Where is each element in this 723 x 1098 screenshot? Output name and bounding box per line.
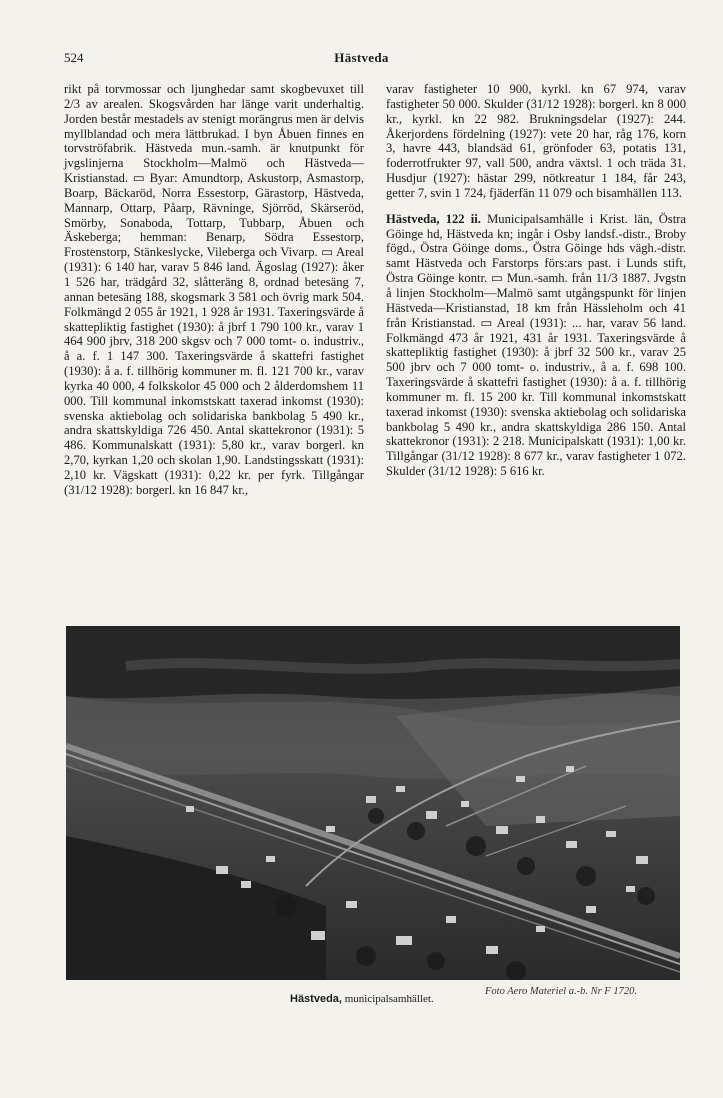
entry-heading: Hästveda, 122 ii.	[386, 211, 481, 226]
aerial-photo-drawing	[66, 626, 680, 980]
caption-place: Hästveda,	[290, 993, 342, 1005]
caption-text: municipalsamhället.	[341, 993, 434, 1005]
entry-body: Municipalsamhälle i Krist. län, Östra Göinge hd, Hästveda kn; ingår i Osby landsf.-distr., Broby fögd., Östra Göinge doms., Östra Göinge hds vägh.-distr. samt Hästveda och Farstorps förs:ars past. i Lunds stift, Östra Göinge kontr. ▭ Mun.-samh. från 11/3 1887. Jvgstn å linjen Stockholm—Malmö samt utgångspunkt för linjen Hästveda—Kristianstad, 18 km från Hässleholm och 41 från Kristianstad. ▭ Areal (1931): ... har, varav 56 land. Folkmängd 473 år 1921, 431 år 1931. Taxeringsvärde å skattepliktig fastighet (1930): å jbrf 32 500 kr., varav 25 500 jbrv och 7 000 tomt- o. industriv., å a. f. 698 100. Taxeringsvärde å skattefri fastighet (1930): å a. f. tillhörig kommuner m. fl. 15 200 kr. Till kommunal inkomstskatt taxerad inkomst (1930): svenska aktiebolag och solidariska bankbolag 5 490 kr., andra skattskyldiga 286 150. Antal skattekronor (1931): 2 218. Municipalskatt (1931): 1,00 kr. Tillgångar (31/12 1928): 8 677 kr., varav fastigheter 1 072. Skulder (31/12 1928): 5 616 kr.	[386, 211, 686, 479]
aerial-photograph	[66, 626, 680, 980]
left-column	[64, 82, 364, 498]
right-column	[386, 82, 686, 479]
hastveda-entry	[386, 212, 686, 479]
running-head: Hästveda	[334, 50, 389, 65]
photo-credit: Foto Aero Materiel a.-b. Nr F 1720.	[485, 986, 637, 997]
photo-caption	[290, 993, 434, 1005]
right-column-paragraph-1: varav fastigheter 10 900, kyrkl. kn 67 974, varav fastigheter 50 000. Skulder (31/12 1928): borgerl. kn 8 000 kr., kyrkl. kn 22 982. Brukningsdelar (1927): 244. Åkerjordens fördelning (1927): vete 20 har, råg 176, korn 3, havre 443, blandsäd 61, grönfoder 63, potatis 131, foderrotfrukter 97, vall 500, andra växtsl. 1 och träda 31. Husdjur (1927): hästar 299, nötkreatur 1 184, får 243, getter 7, svin 1 724, fjäderfän 11 079 och bisamhällen 113.	[386, 82, 686, 200]
page-number: 524	[64, 50, 84, 65]
left-column-text: rikt på torvmossar och ljunghedar samt skogbevuxet till 2/3 av arealen. Skogsvården har länge varit underhaltig. Jorden består mestadels av stenigt morängrus men är delvis myllblandad och mera lättbrukad. I byn Åbuen finnes en torvströfabrik. Hästveda mun.-samh. är knutpunkt för jvgslinjerna Stockholm—Malmö och Hästveda—Kristianstad. ▭ Byar: Amundtorp, Askustorp, Asmastorp, Boarp, Bäckaröd, Norra Essestorp, Gärastorp, Hästveda, Mannarp, Ottarp, Påarp, Rävninge, Sjörröd, Skärseröd, Smörby, Sonaboda, Tottarp, Tubbarp, Åbuen och Äskeberga; hemman: Benarp, Södra Essestorp, Frostenstorp, Stänkeslycke, Vileberga och Vivarp. ▭ Areal (1931): 6 140 har, varav 5 846 land. Ägoslag (1927): åker 1 526 har, trädgård 32, slåtteräng 8, ordnad betesäng 7, annan betesäng 188, skogsmark 3 581 och övrig mark 504. Folkmängd 2 055 år 1921, 1 928 år 1931. Taxeringsvärde å skattepliktig fastighet (1930): å jbrf 1 790 100 kr., varav 1 464 900 jbrv, 318 200 skgsv och 7 000 tomt- o. industriv., å a. f. 1 147 300. Taxeringsvärde å skattefri fastighet (1930): å a. f. tillhörig kommuner m. fl. 121 700 kr., varav kyrka 40 000, 4 folkskolor 45 000 och 2 ålderdomshem 11 000. Till kommunal inkomstskatt taxerad inkomst (1930): svenska aktiebolag och solidariska bankbolag 5 490 kr., andra skattskyldiga 726 450. Antal skattekronor (1931): 5 486. Kommunalskatt (1931): 5,80 kr., varav borgerl. kn 2,70, kyrkan 1,20 och skolan 1,90. Landstingsskatt (1931): 2,10 kr. Vägskatt (1931): 0,22 kr. per fyrk. Tillgångar (31/12 1928): borgerl. kn 16 847 kr.,	[64, 82, 364, 497]
